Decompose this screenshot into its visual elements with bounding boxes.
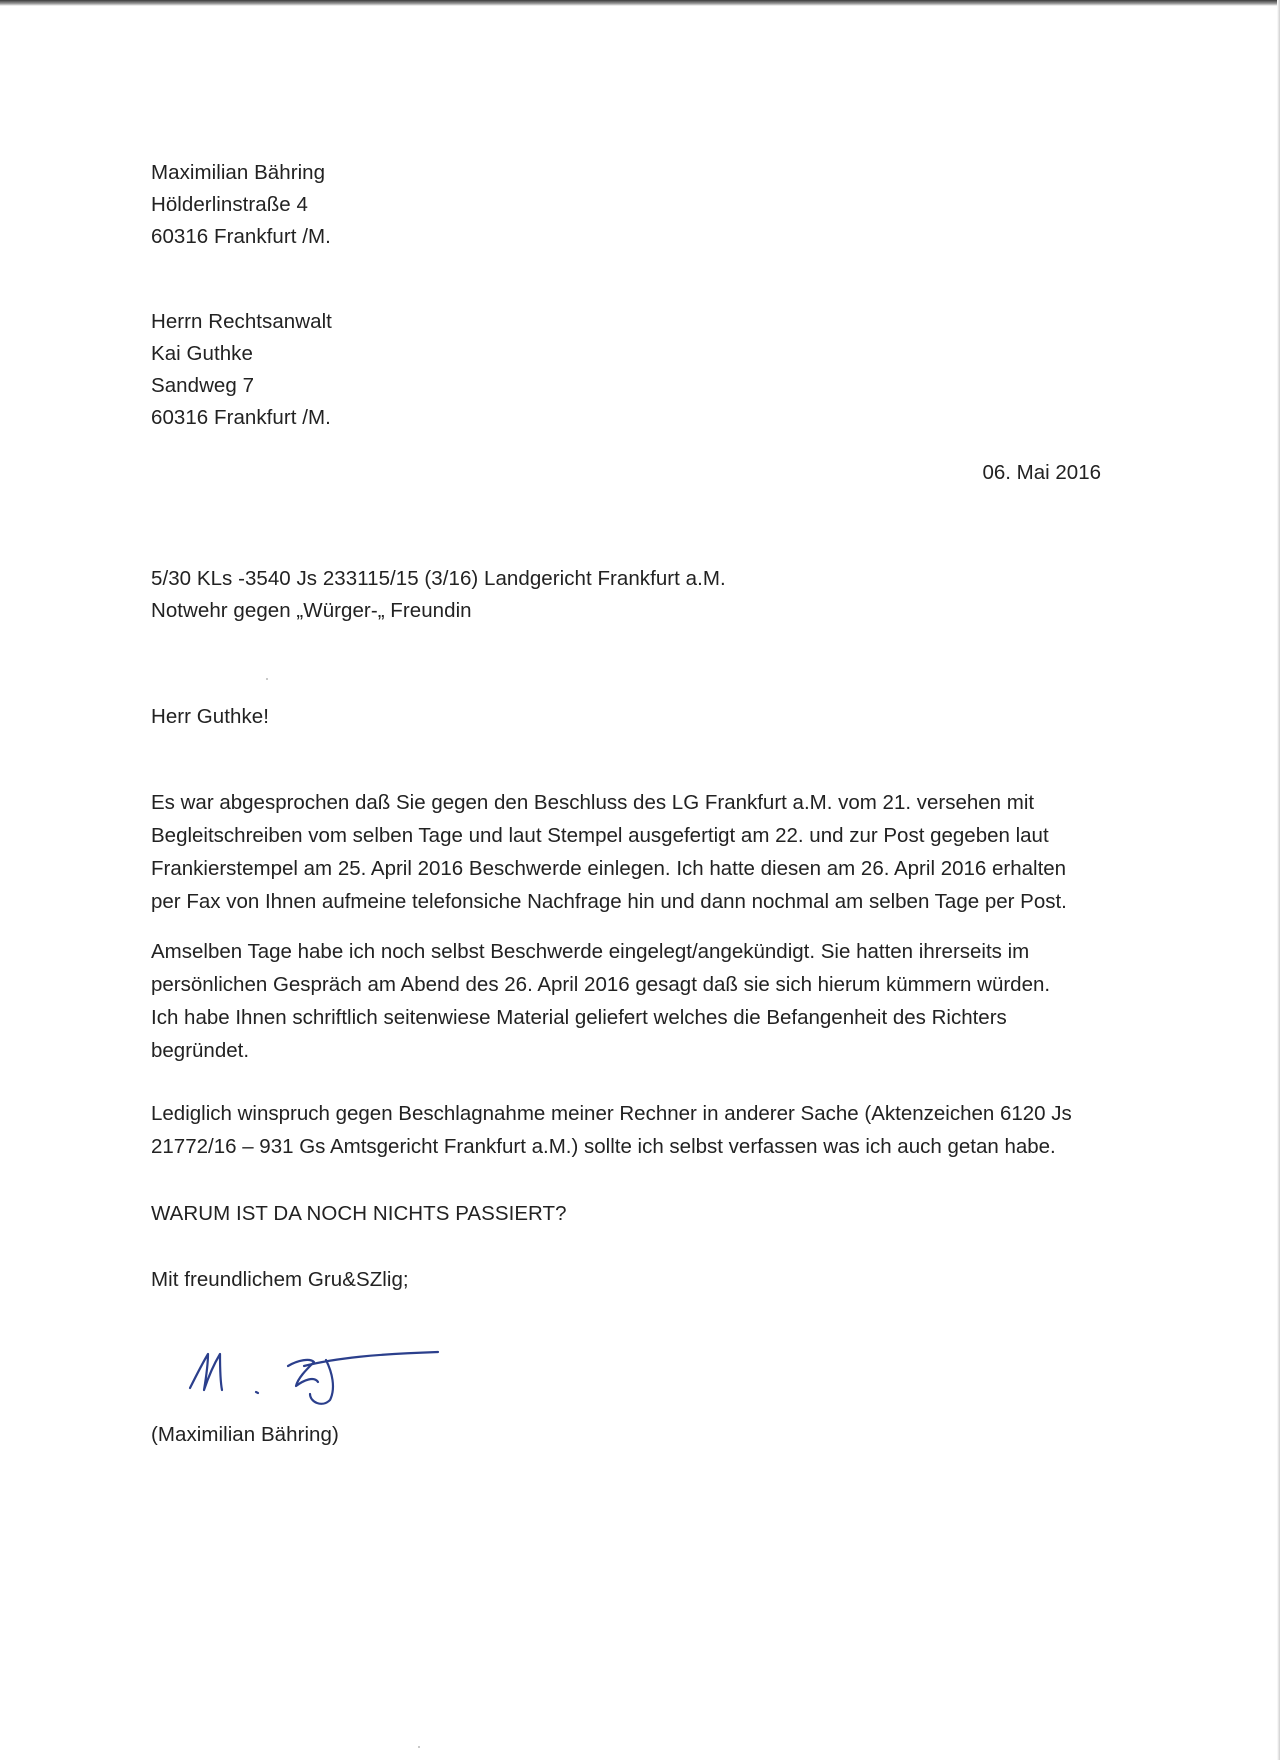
paragraph-2-line: Amselben Tage habe ich noch selbst Beschwerde eingelegt/angekündigt. Sie hatten ihrerseits im [151,940,1030,963]
paragraph-1-line: per Fax von Ihnen aufmeine telefonsiche Nachfrage hin und dann nochmal am selben Tage per Post. [151,890,1067,913]
letter-date: 06. Mai 2016 [982,461,1101,484]
paragraph-2-line: begründet. [151,1039,250,1062]
salutation: Herr Guthke! [151,705,269,728]
sender-street: Hölderlinstraße 4 [151,193,308,216]
scan-speck [266,678,268,680]
signature-name: (Maximilian Bähring) [151,1423,339,1446]
recipient-name: Kai Guthke [151,342,253,365]
scan-speck [418,1746,420,1748]
sender-city: 60316 Frankfurt /M. [151,225,331,248]
handwritten-signature [186,1336,446,1416]
sender-name: Maximilian Bähring [151,161,326,184]
closing-phrase: Mit freundlichem Gru&SZlig; [151,1268,409,1291]
recipient-street: Sandweg 7 [151,374,255,397]
paragraph-2-line: Ich habe Ihnen schriftlich seitenwiese Material geliefert welches die Befangenheit des Richters [151,1006,1007,1029]
body-paragraph-3 [151,1097,1111,1163]
body-paragraph-1 [151,786,1111,918]
paragraph-1-line: Es war abgesprochen daß Sie gegen den Beschluss des LG Frankfurt a.M. vom 21. versehen mit [151,791,1035,814]
paragraph-3-line: 21772/16 – 931 Gs Amtsgericht Frankfurt a.M.) sollte ich selbst verfassen was ich auch getan habe. [151,1135,1056,1158]
subject-title: Notwehr gegen „Würger-„ Freundin [151,599,472,622]
body-question: WARUM IST DA NOCH NICHTS PASSIERT? [151,1202,567,1225]
paragraph-3-line: Lediglich winspruch gegen Beschlagnahme meiner Rechner in anderer Sache (Aktenzeichen 6120 Js [151,1102,1072,1125]
body-paragraph-2 [151,935,1111,1067]
paragraph-1-line: Frankierstempel am 25. April 2016 Beschwerde einlegen. Ich hatte diesen am 26. April 2016 erhalten [151,857,1067,880]
paragraph-2-line: persönlichen Gespräch am Abend des 26. April 2016 gesagt daß sie sich hierum kümmern würden. [151,973,1051,996]
recipient-title: Herrn Rechtsanwalt [151,310,332,333]
recipient-city: 60316 Frankfurt /M. [151,406,331,429]
subject-reference: 5/30 KLs -3540 Js 233115/15 (3/16) Landgericht Frankfurt a.M. [151,567,726,590]
paragraph-1-line: Begleitschreiben vom selben Tage und laut Stempel ausgefertigt am 22. und zur Post gegeben laut [151,824,1049,847]
